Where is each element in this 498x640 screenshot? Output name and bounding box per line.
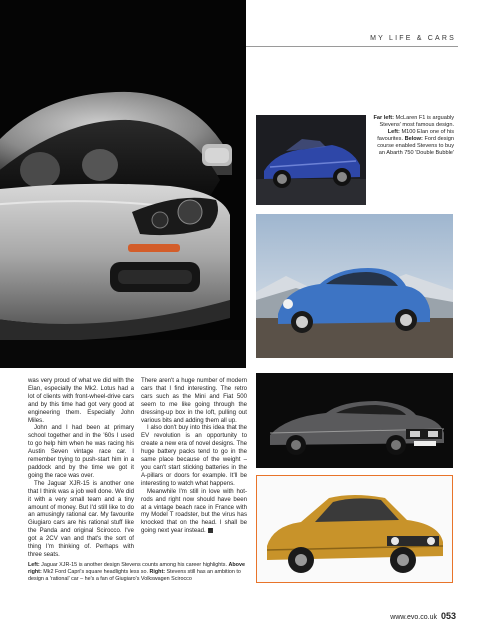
caption-label: Far left:: [373, 115, 394, 121]
ford-capri-photo: [256, 373, 453, 468]
caption-text: McLaren F1 is arguably Stevens' most famous design.: [379, 115, 454, 128]
section-header: MY LIFE & CARS: [370, 35, 456, 42]
article-paragraph: I also don't buy into this idea that the EV revolution is an opportunity to create a new era of novel designs. The huge battery packs tend to go in the same place because of the weight – you can't start sticking batteries in the A-pillars or doors for example. It'll be interesting to watch what happens.: [141, 424, 247, 487]
article-column-2: [141, 377, 247, 535]
caption-bottom: [28, 562, 248, 583]
article-column-1: [28, 377, 134, 559]
page-number: 053: [440, 611, 456, 621]
caption-text: Mk2 Ford Capri's square headlights less so.: [41, 569, 150, 575]
vw-scirocco-photo: [256, 475, 453, 583]
page-footer: [390, 611, 456, 621]
caption-text: Stevens still has an ambition to design a 'rational' car – he's a fan of Giugiaro's Volkswagen Scirocco: [28, 569, 241, 582]
article-paragraph: There aren't a huge number of modern cars that I find interesting. The retro cars such as the Mini and Fiat 500 seem to me like going through the dressing-up box in the loft, pulling out various bits and adding them all up.: [141, 377, 247, 424]
caption-label: Above right:: [28, 562, 245, 575]
caption-text: M100 Elan one of his favourites.: [377, 129, 454, 142]
header-rule: [246, 46, 458, 47]
abarth-750-photo: [256, 214, 453, 358]
article-paragraph: was very proud of what we did with the Elan, especially the Mk2. Lotus had a lot of clients with front-wheel-drive cars and by this time had got very good at engineering them. Especially John Miles.: [28, 377, 134, 424]
end-mark-icon: [208, 528, 213, 533]
article-paragraph: John and I had been at primary school together and in the '60s I used to go help him when he was racing his Austin Seven vintage race car. I remember trying to push-start him in a paddock and by the time we got it going the race was over.: [28, 424, 134, 479]
article-last-text: Meanwhile I'm still in love with hot-rods and right now should have been at a vintage beach race in France with my Model T roadster, but the virus has knocked that on the head. I shall be going next year instead.: [141, 487, 247, 535]
caption-label: Below:: [404, 136, 423, 142]
lotus-elan-photo: [256, 115, 366, 205]
caption-text: Jaguar XJR-15 is another design Stevens counts among his career highlights.: [39, 562, 229, 568]
caption-label: Left:: [28, 562, 40, 568]
footer-url: www.evo.co.uk: [390, 614, 437, 621]
article-paragraph: The Jaguar XJR-15 is another one that I think was a job well done. We did it with a very small team and a tiny amount of money. But I'd still like to do an amusingly rational car. My favourite Giugiaro cars are his rational stuff like the Panda and original Scirocco. I've got a 2CV van and that's the sort of thing I'm thinking of. Perhaps with three seats.: [28, 479, 134, 558]
caption-label: Right:: [149, 569, 166, 575]
caption-label: Left:: [387, 129, 400, 135]
caption-text: Ford design course enabled Stevens to buy an Abarth 750 'Double Bubble': [377, 136, 454, 156]
mclaren-f1-photo: [0, 0, 246, 368]
caption-top: [370, 115, 454, 157]
article-paragraph: [141, 488, 247, 535]
